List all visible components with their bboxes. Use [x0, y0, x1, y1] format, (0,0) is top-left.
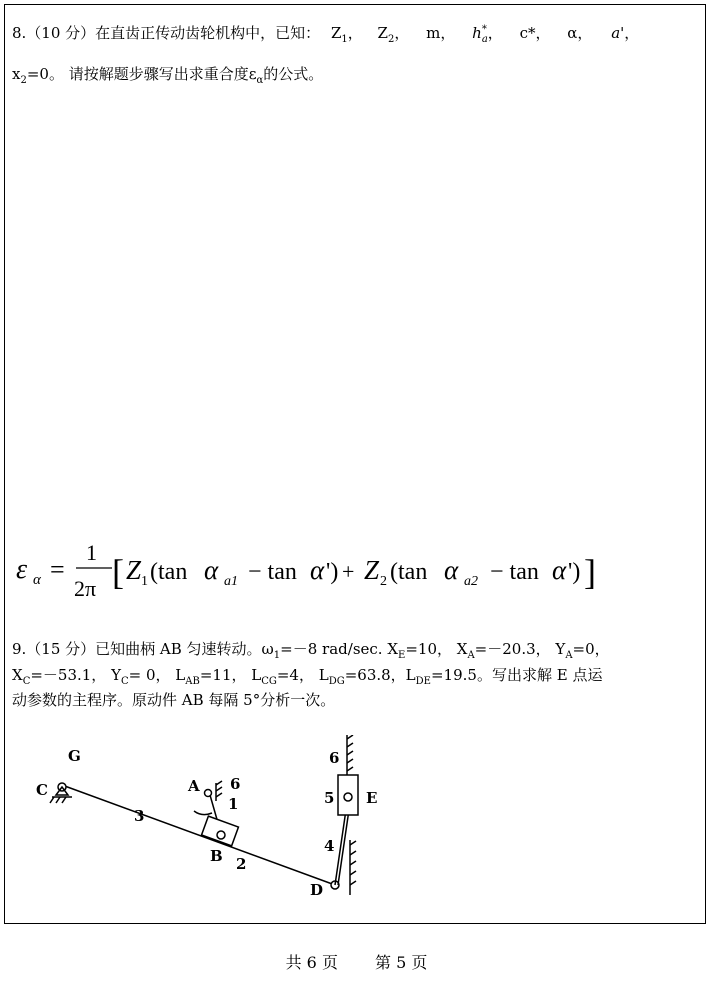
label-g: G [68, 747, 81, 765]
q8-line2: $x_2=0$。 请按解题步骤写出求重合度$\varepsilon_\alpha$的公式。 [12, 65, 324, 86]
svg-text:'): ') [568, 559, 581, 585]
param-m: m [426, 24, 441, 42]
label-2: 2 [236, 855, 247, 873]
svg-text:+: + [342, 559, 355, 584]
svg-text:Z: Z [364, 555, 380, 585]
formula-lhs-sub: α [33, 572, 41, 588]
formula-lhs: ε [16, 554, 28, 585]
svg-text:(tan: (tan [150, 559, 188, 585]
q9-line1: 9.（15 分）已知曲柄 AB 匀速转动。$\omega_1=-8$ rad/sec. $X_E=10$， $X_A=-20.3$， $Y_A=0$， [12, 640, 610, 661]
formula-bracket-left: [ [112, 552, 124, 592]
q8-intro: 8.（10 分）在直齿正传动齿轮机构中，已知： [12, 24, 321, 42]
param-alpha-prime: a' [611, 24, 625, 42]
label-e: E [366, 789, 378, 807]
label-1: 1 [228, 795, 239, 813]
formula-bracket-right: ] [584, 552, 596, 592]
label-c: C [36, 781, 48, 799]
link-3 [62, 785, 335, 885]
svg-text:1: 1 [141, 574, 148, 589]
contact-ratio-formula [14, 534, 614, 604]
current-page: 第 5 页 [375, 953, 428, 972]
pivot-b [217, 831, 225, 839]
param-z1: $Z_1$ [330, 24, 348, 45]
svg-text:α: α [552, 555, 567, 585]
svg-text:α: α [204, 555, 219, 585]
param-alpha: α [567, 24, 578, 42]
svg-text:Z: Z [126, 555, 142, 585]
formula-denominator: 2π [74, 576, 97, 601]
param-z2: $Z_2$ [377, 24, 395, 45]
formula-numerator: 1 [86, 540, 97, 565]
svg-text:α: α [444, 555, 459, 585]
svg-text:a2: a2 [464, 574, 478, 589]
param-ha: $h^*_a$ [472, 24, 488, 45]
label-a: A [188, 777, 200, 795]
total-pages: 共 6 页 [285, 953, 338, 972]
svg-text:− tan: − tan [248, 559, 297, 585]
label-3: 3 [134, 807, 145, 825]
q9-line2: $X_C=-53.1$， $Y_C= 0$， $L_{AB}=11$， $L_{CG}=4$， $L_{DG}=63.8$，$L_{DE}=19.5$。写出求解 E 点运 [12, 666, 603, 687]
pivot-e [344, 793, 352, 801]
svg-text:(tan: (tan [390, 559, 428, 585]
svg-text:a1: a1 [224, 574, 238, 589]
q8-line1: 8.（10 分）在直齿正传动齿轮机构中，已知： $Z_1$， $Z_2$， m， $h^*_a$， c*， α， a'， [12, 24, 640, 45]
svg-text:'): ') [326, 559, 339, 585]
label-b: B [210, 847, 223, 865]
svg-text:2: 2 [380, 574, 387, 589]
formula-eq: = [50, 555, 65, 584]
page-footer [0, 950, 713, 973]
svg-text:α: α [310, 555, 325, 585]
label-5: 5 [324, 789, 335, 807]
param-c: c* [519, 24, 536, 42]
linkage-mechanism-diagram [20, 735, 400, 905]
rotation-arrow [194, 811, 212, 815]
label-d: D [310, 881, 324, 899]
label-6b: 6 [329, 749, 340, 767]
q9-line3: 动参数的主程序。原动件 AB 每隔 5°分析一次。 [12, 691, 336, 709]
label-4: 4 [324, 837, 335, 855]
label-6a: 6 [230, 775, 241, 793]
svg-text:− tan: − tan [490, 559, 539, 585]
